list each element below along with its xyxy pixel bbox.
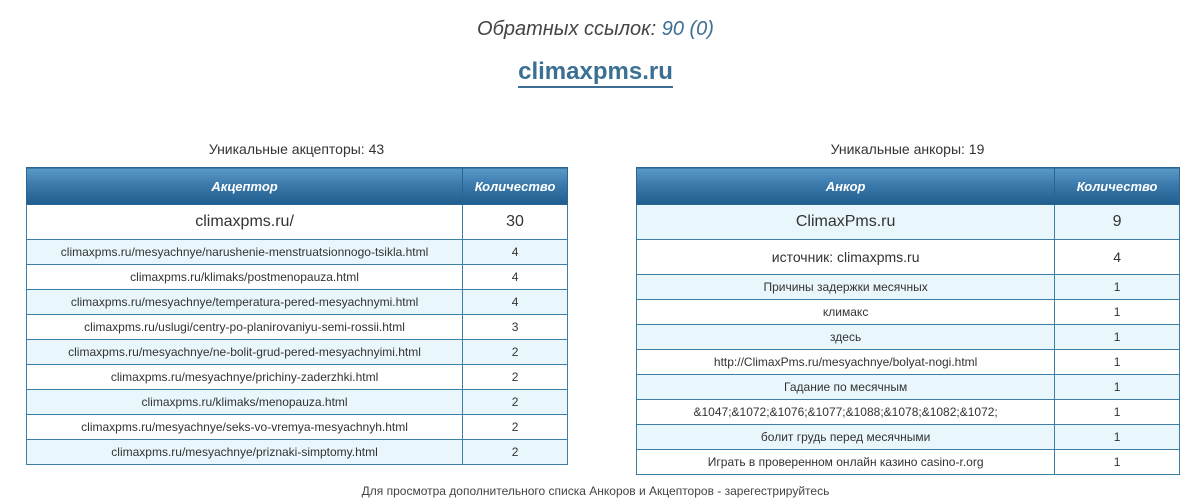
- domain-link[interactable]: climaxpms.ru: [518, 58, 673, 88]
- acceptor-url[interactable]: climaxpms.ru/klimaks/menopauza.html: [27, 390, 463, 415]
- anchor-text: Играть в проверенном онлайн казино casino-r.org: [637, 450, 1055, 475]
- anchors-table: [636, 167, 1180, 475]
- acceptors-table: [26, 167, 568, 465]
- backlinks-extra: (0): [689, 18, 714, 40]
- anchor-count: 1: [1055, 300, 1180, 325]
- acceptor-count: 4: [463, 240, 568, 265]
- anchor-count: 1: [1055, 275, 1180, 300]
- anchor-text: источник: climaxpms.ru: [637, 240, 1055, 275]
- acceptor-count: 2: [463, 415, 568, 440]
- anchor-text: Причины задержки месячных: [637, 275, 1055, 300]
- acceptor-url[interactable]: climaxpms.ru/mesyachnye/temperatura-pered-mesyachnymi.html: [27, 290, 463, 315]
- acceptor-url[interactable]: climaxpms.ru/mesyachnye/prichiny-zaderzhki.html: [27, 365, 463, 390]
- acceptor-count: 4: [463, 290, 568, 315]
- acceptor-url[interactable]: climaxpms.ru/mesyachnye/narushenie-menstruatsionnogo-tsikla.html: [27, 240, 463, 265]
- acceptor-url[interactable]: climaxpms.ru/mesyachnye/priznaki-simptomy.html: [27, 440, 463, 465]
- backlinks-count: 90: [661, 18, 684, 40]
- acceptor-url[interactable]: climaxpms.ru/uslugi/centry-po-planirovaniyu-semi-rossii.html: [27, 315, 463, 340]
- anchors-caption: Уникальные анкоры: 19: [830, 141, 985, 157]
- acceptor-count: 2: [463, 390, 568, 415]
- anchor-count: 9: [1055, 205, 1180, 240]
- anchor-text: http://ClimaxPms.ru/mesyachnye/bolyat-nogi.html: [637, 350, 1055, 375]
- acceptors-caption: Уникальные акцепторы: 43: [208, 141, 385, 157]
- anchor-count: 4: [1055, 240, 1180, 275]
- acceptor-column-header[interactable]: Акцептор: [27, 168, 463, 205]
- anchor-count: 1: [1055, 375, 1180, 400]
- register-notice: Для просмотра дополнительного списка Анкоров и Акцепторов - зарегестрируйтесь: [361, 484, 830, 498]
- anchor-text: климакс: [637, 300, 1055, 325]
- anchor-column-header[interactable]: Анкор: [637, 168, 1055, 205]
- acceptor-count: 4: [463, 265, 568, 290]
- anchor-count: 1: [1055, 450, 1180, 475]
- backlinks-summary: [0, 18, 1191, 41]
- anchor-text: Гадание по месячным: [637, 375, 1055, 400]
- acceptor-count: 2: [463, 365, 568, 390]
- anchor-count: 1: [1055, 350, 1180, 375]
- anchor-count: 1: [1055, 325, 1180, 350]
- acceptor-count: 30: [463, 205, 568, 240]
- acceptor-url[interactable]: climaxpms.ru/mesyachnye/seks-vo-vremya-mesyachnyh.html: [27, 415, 463, 440]
- anchor-text: здесь: [637, 325, 1055, 350]
- domain-title: [0, 58, 1191, 86]
- acceptor-url[interactable]: climaxpms.ru/mesyachnye/ne-bolit-grud-pered-mesyachnyimi.html: [27, 340, 463, 365]
- anchor-text: &1047;&1072;&1076;&1077;&1088;&1078;&1082;&1072;: [637, 400, 1055, 425]
- anchor-count-column-header[interactable]: Количество: [1055, 168, 1180, 205]
- anchor-count: 1: [1055, 400, 1180, 425]
- anchor-text: ClimaxPms.ru: [637, 205, 1055, 240]
- anchor-count: 1: [1055, 425, 1180, 450]
- acceptor-count: 2: [463, 440, 568, 465]
- acceptor-url[interactable]: climaxpms.ru/klimaks/postmenopauza.html: [27, 265, 463, 290]
- acceptor-count: 2: [463, 340, 568, 365]
- acceptor-url[interactable]: climaxpms.ru/: [27, 205, 463, 240]
- anchor-text: болит грудь перед месячными: [637, 425, 1055, 450]
- acceptor-count-column-header[interactable]: Количество: [463, 168, 568, 205]
- acceptor-count: 3: [463, 315, 568, 340]
- backlinks-label: Обратных ссылок:: [477, 18, 657, 40]
